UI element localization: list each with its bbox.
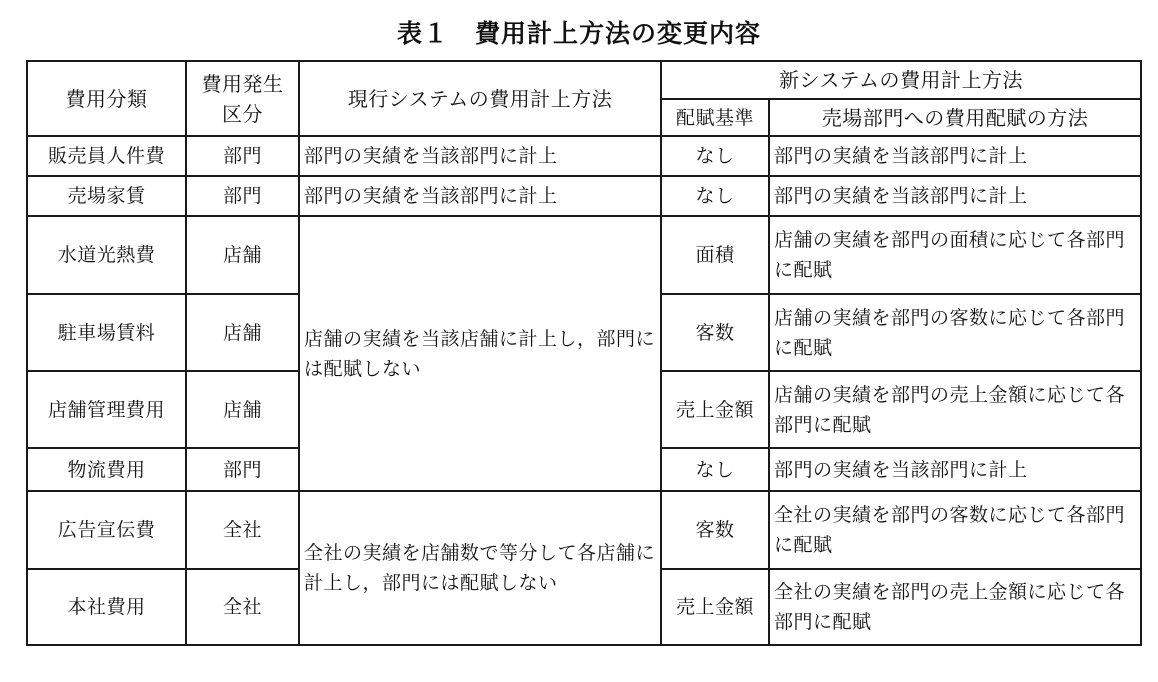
cell-allocation-basis: 客数 (661, 294, 769, 371)
cell-allocation-method: 部門の実績を当該部門に計上 (769, 136, 1141, 176)
table-title: 表１ 費用計上方法の変更内容 (396, 19, 761, 48)
cell-allocation-basis: 客数 (661, 491, 769, 569)
cell-category: 水道光熱費 (27, 216, 186, 294)
cell-allocation-basis: 売上金額 (661, 371, 769, 448)
cell-category: 本社費用 (27, 569, 186, 645)
cell-current-method-company: 全社の実績を店舗数で等分して各店舗に計上し，部門には配賦しない (299, 491, 661, 645)
cell-allocation-basis: なし (661, 448, 769, 491)
cell-category: 売場家賃 (27, 176, 186, 216)
header-current-method: 現行システムの費用計上方法 (299, 61, 661, 136)
cell-allocation-method: 全社の実績を部門の売上金額に応じて各部門に配賦 (769, 569, 1141, 645)
table-row (27, 136, 1141, 176)
cell-allocation-basis: 売上金額 (661, 569, 769, 645)
header-row (27, 61, 1141, 99)
table-row (27, 491, 1141, 569)
cell-current-method: 部門の実績を当該部門に計上 (299, 136, 661, 176)
header-occurrence: 費用発生区分 (186, 61, 299, 136)
cell-occurrence: 部門 (186, 448, 299, 491)
header-allocation-method: 売場部門への費用配賦の方法 (769, 99, 1141, 136)
cell-category: 物流費用 (27, 448, 186, 491)
header-allocation-basis: 配賦基準 (661, 99, 769, 136)
cell-allocation-basis: なし (661, 176, 769, 216)
cell-category: 店舗管理費用 (27, 371, 186, 448)
cell-allocation-method: 店舗の実績を部門の客数に応じて各部門に配賦 (769, 294, 1141, 371)
table-row (27, 216, 1141, 294)
cell-allocation-basis: なし (661, 136, 769, 176)
cell-occurrence: 店舗 (186, 294, 299, 371)
cell-current-method: 部門の実績を当該部門に計上 (299, 176, 661, 216)
cell-category: 駐車場賃料 (27, 294, 186, 371)
cost-method-table (26, 60, 1142, 646)
cell-occurrence: 店舗 (186, 371, 299, 448)
cell-allocation-method: 部門の実績を当該部門に計上 (769, 448, 1141, 491)
cell-allocation-method: 店舗の実績を部門の面積に応じて各部門に配賦 (769, 216, 1141, 294)
header-new-system: 新システムの費用計上方法 (661, 61, 1141, 99)
header-category: 費用分類 (27, 61, 186, 136)
cell-current-method-store: 店舗の実績を当該店舗に計上し，部門には配賦しない (299, 216, 661, 491)
cell-allocation-basis: 面積 (661, 216, 769, 294)
cell-allocation-method: 部門の実績を当該部門に計上 (769, 176, 1141, 216)
cell-occurrence: 店舗 (186, 216, 299, 294)
cell-allocation-method: 店舗の実績を部門の売上金額に応じて各部門に配賦 (769, 371, 1141, 448)
cell-allocation-method: 全社の実績を部門の客数に応じて各部門に配賦 (769, 491, 1141, 569)
cell-occurrence: 全社 (186, 491, 299, 569)
table-row (27, 176, 1141, 216)
cell-occurrence: 部門 (186, 176, 299, 216)
cell-occurrence: 全社 (186, 569, 299, 645)
cell-occurrence: 部門 (186, 136, 299, 176)
cell-category: 販売員人件費 (27, 136, 186, 176)
cell-category: 広告宣伝費 (27, 491, 186, 569)
